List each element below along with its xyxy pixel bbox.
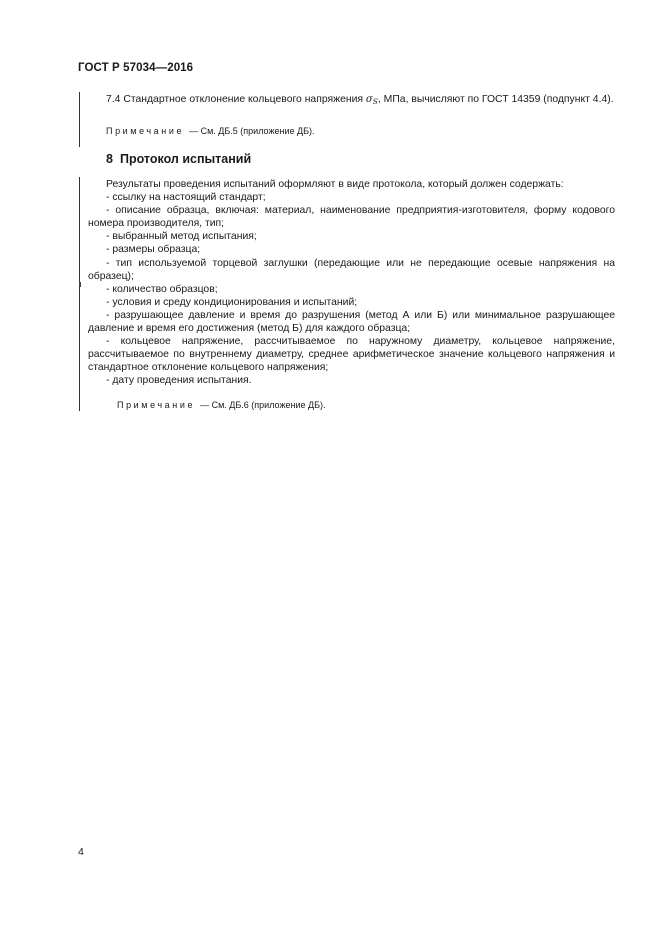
- note-2-label: Примечание: [117, 400, 196, 410]
- note-1: [106, 125, 314, 137]
- clause-7-4-text-after: , МПа, вычисляют по ГОСТ 14359 (подпункт 4.4).: [377, 94, 614, 105]
- page-number: 4: [78, 846, 84, 858]
- section-8-number: 8: [106, 152, 113, 166]
- clause-7-4: [88, 93, 615, 108]
- list-item: - тип используемой торцевой заглушки (передающие или не передающие осевые напряжения на образец);: [88, 257, 615, 282]
- list-item: - дату проведения испытания.: [106, 375, 252, 387]
- list-item: - описание образца, включая: материал, наименование предприятия-изготовителя, форму кодового номера производителя, тип;: [88, 205, 615, 230]
- list-item: - ссылку на настоящий стандарт;: [106, 192, 266, 204]
- list-item: - условия и среду кондиционирования и испытаний;: [106, 296, 358, 308]
- section-8-title: Протокол испытаний: [119, 152, 252, 166]
- sigma-symbol: [366, 94, 378, 105]
- section-8-intro: Результаты проведения испытаний оформляют в виде протокола, который должен содержать:: [106, 179, 564, 190]
- section-8-heading: [106, 152, 251, 166]
- change-bar: [79, 92, 80, 147]
- sigma-subscript: S: [372, 97, 378, 106]
- note-1-text: — См. ДБ.5 (приложение ДБ).: [189, 126, 315, 136]
- note-2-text: — См. ДБ.6 (приложение ДБ).: [200, 400, 326, 410]
- clause-7-4-text-before: 7.4 Стандартное отклонение кольцевого напряжения: [106, 94, 366, 105]
- list-item: - кольцевое напряжение, рассчитываемое по наружному диаметру, кольцевое напряжение, рассчитываемое по внутреннему диаметру, среднее арифметическое значение кольцевого напряжения и стандартное отклонение кольцевого напряжения;: [88, 336, 615, 374]
- note-1-label: Примечание: [106, 126, 185, 136]
- note-2: [117, 399, 325, 411]
- change-bar: [79, 177, 80, 411]
- document-code-header: ГОСТ Р 57034—2016: [78, 62, 194, 74]
- change-bar-tick: [79, 282, 81, 287]
- section-8-body: [88, 178, 615, 388]
- list-item: - размеры образца;: [106, 244, 201, 256]
- sigma-letter: σ: [365, 94, 373, 105]
- list-item: - разрушающее давление и время до разрушения (метод А или Б) или минимальное разрушающее давление и время его достижения (метод Б) для каждого образца;: [88, 309, 615, 335]
- list-item: - выбранный метод испытания;: [106, 231, 257, 243]
- list-item: - количество образцов;: [106, 283, 218, 295]
